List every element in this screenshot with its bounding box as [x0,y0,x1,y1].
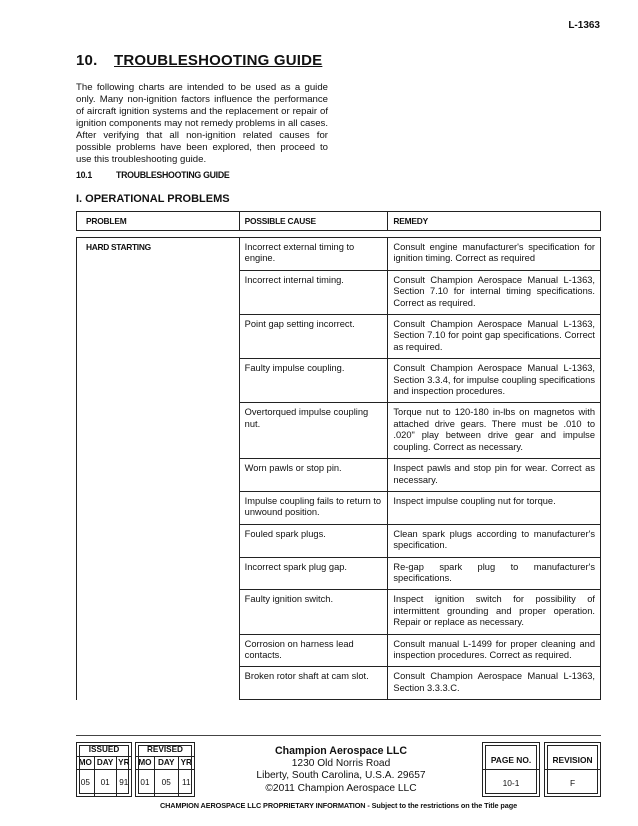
section-title-text: TROUBLESHOOTING GUIDE [114,52,323,69]
remedy-cell: Inspect impulse coupling nut for torque. [388,491,601,524]
problem-hard-starting: HARD STARTING [77,238,240,700]
company-block [210,745,472,795]
cause-cell: Overtorqued impulse coupling nut. [239,403,388,459]
cause-cell: Worn pawls or stop pin. [239,459,388,492]
remedy-cell: Torque nut to 120-180 in-lbs on magnetos with attached drive gears. There must be .010 to .020" play between drive gear and impulse coupling. Correct as necessary. [388,403,601,459]
issued-grid [77,743,131,796]
table-spacer [77,231,601,238]
remedy-cell: Consult Champion Aerospace Manual L-1363, Section 7.10 for internal timing specifications. Correct as required. [388,270,601,314]
remedy-cell: Inspect pawls and stop pin for wear. Correct as necessary. [388,459,601,492]
header-possible-cause: POSSIBLE CAUSE [239,212,388,231]
remedy-cell: Consult engine manufacturer's specification for ignition timing. Correct as required [388,238,601,271]
section-title [76,52,322,69]
issued-day-label: DAY [94,756,116,769]
remedy-cell: Re-gap spark plug to manufacturer's specifications. [388,557,601,590]
cause-cell: Faulty ignition switch. [239,590,388,634]
revised-box [135,742,195,797]
header-remedy: REMEDY [388,212,601,231]
remedy-cell: Inspect ignition switch for possibility of intermittent grounding and proper operation. Repair or replace as necessary. [388,590,601,634]
page-number-value: 10-1 [502,777,520,788]
revised-mo-value: 01 [140,778,150,788]
issued-label: ISSUED [77,743,131,756]
intro-paragraph: The following charts are intended to be used as a guide only. Many non-ignition factors influence the performance of aircraft ignition systems and the replacement or repair of ignition components may not remedy problems in all cases. After verifying that all non-ignition related causes for possible problems have been explored, then proceed to use this troubleshooting guide. [76,82,328,165]
revised-day-value: 05 [154,769,178,796]
revision-value: F [569,777,576,788]
subsection-title: TROUBLESHOOTING GUIDE [116,170,230,180]
company-name: Champion Aerospace LLC [274,745,408,757]
cause-cell: Broken rotor shaft at cam slot. [239,667,388,700]
header-problem: PROBLEM [77,212,240,231]
issued-mo-value: 05 [80,778,90,788]
table-row [77,238,601,271]
revision-label: REVISION [545,743,600,769]
remedy-cell: Consult Champion Aerospace Manual L-1363, Section 3.3.4, for impulse coupling specifications and inspection procedures. [388,359,601,403]
issued-box [76,742,132,797]
page-number-box [482,742,540,797]
subsection-number: 10.1 [76,170,92,180]
remedy-cell: Consult Champion Aerospace Manual L-1363, Section 7.10 for point gap specifications. Correct as required. [388,315,601,359]
page-number-label: PAGE NO. [483,743,539,769]
issued-yr-label: YR [118,758,130,767]
cause-cell: Incorrect internal timing. [239,270,388,314]
revised-yr-value: 11 [178,769,194,796]
page-number-grid [483,743,539,796]
revised-yr-label: YR [178,756,194,769]
remedy-cell: Consult Champion Aerospace Manual L-1363, Section 3.3.3.C. [388,667,601,700]
cause-cell: Impulse coupling fails to return to unwound position. [239,491,388,524]
company-address-line1: 1230 Old Norris Road [291,757,391,769]
document-id: L-1363 [568,20,600,31]
table-header-row [77,212,601,231]
company-copyright: ©2011 Champion Aerospace LLC [265,782,417,794]
issued-mo-label: MO [77,756,94,769]
section-number: 10. [76,52,98,69]
cause-cell: Incorrect external timing to engine. [239,238,388,271]
cause-cell: Corrosion on harness lead contacts. [239,634,388,667]
revised-grid [136,743,194,796]
cause-cell: Incorrect spark plug gap. [239,557,388,590]
revision-grid [545,743,600,796]
cause-cell: Fouled spark plugs. [239,524,388,557]
cause-cell: Point gap setting incorrect. [239,315,388,359]
company-address-line2: Liberty, South Carolina, U.S.A. 29657 [256,770,426,782]
remedy-cell: Clean spark plugs according to manufacturer's specification. [388,524,601,557]
cause-cell: Faulty impulse coupling. [239,359,388,403]
revised-mo-label: MO [136,756,154,769]
troubleshooting-table [76,211,601,700]
issued-yr-value: 91 [116,769,131,796]
subsection-heading [76,170,229,180]
revision-box [544,742,601,797]
footer-divider [76,735,601,736]
revised-day-label: DAY [154,756,178,769]
issued-day-value: 01 [94,769,116,796]
part-title: I. OPERATIONAL PROBLEMS [76,193,230,205]
remedy-cell: Consult manual L-1499 for proper cleaning and inspection procedures. Correct as required. [388,634,601,667]
proprietary-notice: CHAMPION AEROSPACE LLC PROPRIETARY INFORMATION - Subject to the restrictions on the Title page [159,801,518,810]
revised-label: REVISED [136,743,194,756]
